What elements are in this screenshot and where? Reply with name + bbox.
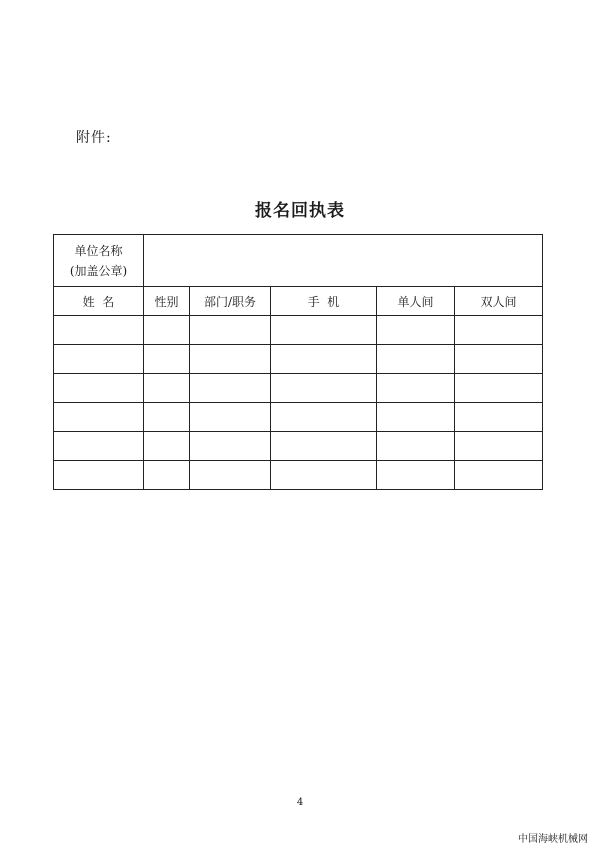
cell-department-position <box>190 403 271 432</box>
cell-name <box>54 316 144 345</box>
unit-name-label-line1: 单位名称 <box>74 243 123 258</box>
cell-single-room <box>377 432 455 461</box>
cell-double-room <box>455 374 543 403</box>
cell-double-room <box>455 345 543 374</box>
cell-name <box>54 374 144 403</box>
cell-mobile <box>271 316 377 345</box>
cell-gender <box>144 461 190 490</box>
cell-single-room <box>377 374 455 403</box>
cell-name <box>54 403 144 432</box>
table-row <box>54 316 543 345</box>
cell-department-position <box>190 345 271 374</box>
watermark: 中国海峡机械网 <box>518 834 588 845</box>
unit-name-value <box>144 235 543 287</box>
header-name: 姓 名 <box>54 287 144 316</box>
header-department-position: 部门/职务 <box>190 287 271 316</box>
cell-double-room <box>455 403 543 432</box>
table-row <box>54 345 543 374</box>
cell-double-room <box>455 432 543 461</box>
cell-mobile <box>271 345 377 374</box>
cell-single-room <box>377 461 455 490</box>
cell-gender <box>144 403 190 432</box>
cell-single-room <box>377 403 455 432</box>
attachment-label: 附件: <box>76 130 112 146</box>
header-row <box>54 287 543 316</box>
cell-name <box>54 461 144 490</box>
cell-double-room <box>455 461 543 490</box>
cell-double-room <box>455 316 543 345</box>
cell-department-position <box>190 316 271 345</box>
cell-department-position <box>190 461 271 490</box>
table-row <box>54 461 543 490</box>
header-mobile: 手 机 <box>271 287 377 316</box>
table-row <box>54 403 543 432</box>
cell-gender <box>144 374 190 403</box>
header-double-room: 双人间 <box>455 287 543 316</box>
cell-mobile <box>271 374 377 403</box>
form-title: 报名回执表 <box>255 201 345 221</box>
cell-mobile <box>271 432 377 461</box>
cell-gender <box>144 316 190 345</box>
cell-single-room <box>377 345 455 374</box>
header-single-room: 单人间 <box>377 287 455 316</box>
cell-mobile <box>271 403 377 432</box>
cell-name <box>54 432 144 461</box>
cell-department-position <box>190 374 271 403</box>
unit-name-label-line2: (加盖公章) <box>69 263 128 278</box>
unit-name-label <box>54 235 144 287</box>
page-number: 4 <box>296 797 304 808</box>
header-gender: 性别 <box>144 287 190 316</box>
cell-name <box>54 345 144 374</box>
registration-table <box>53 234 543 490</box>
cell-gender <box>144 432 190 461</box>
table-row <box>54 374 543 403</box>
cell-mobile <box>271 461 377 490</box>
table-row <box>54 432 543 461</box>
cell-single-room <box>377 316 455 345</box>
cell-gender <box>144 345 190 374</box>
unit-row <box>54 235 543 287</box>
cell-department-position <box>190 432 271 461</box>
